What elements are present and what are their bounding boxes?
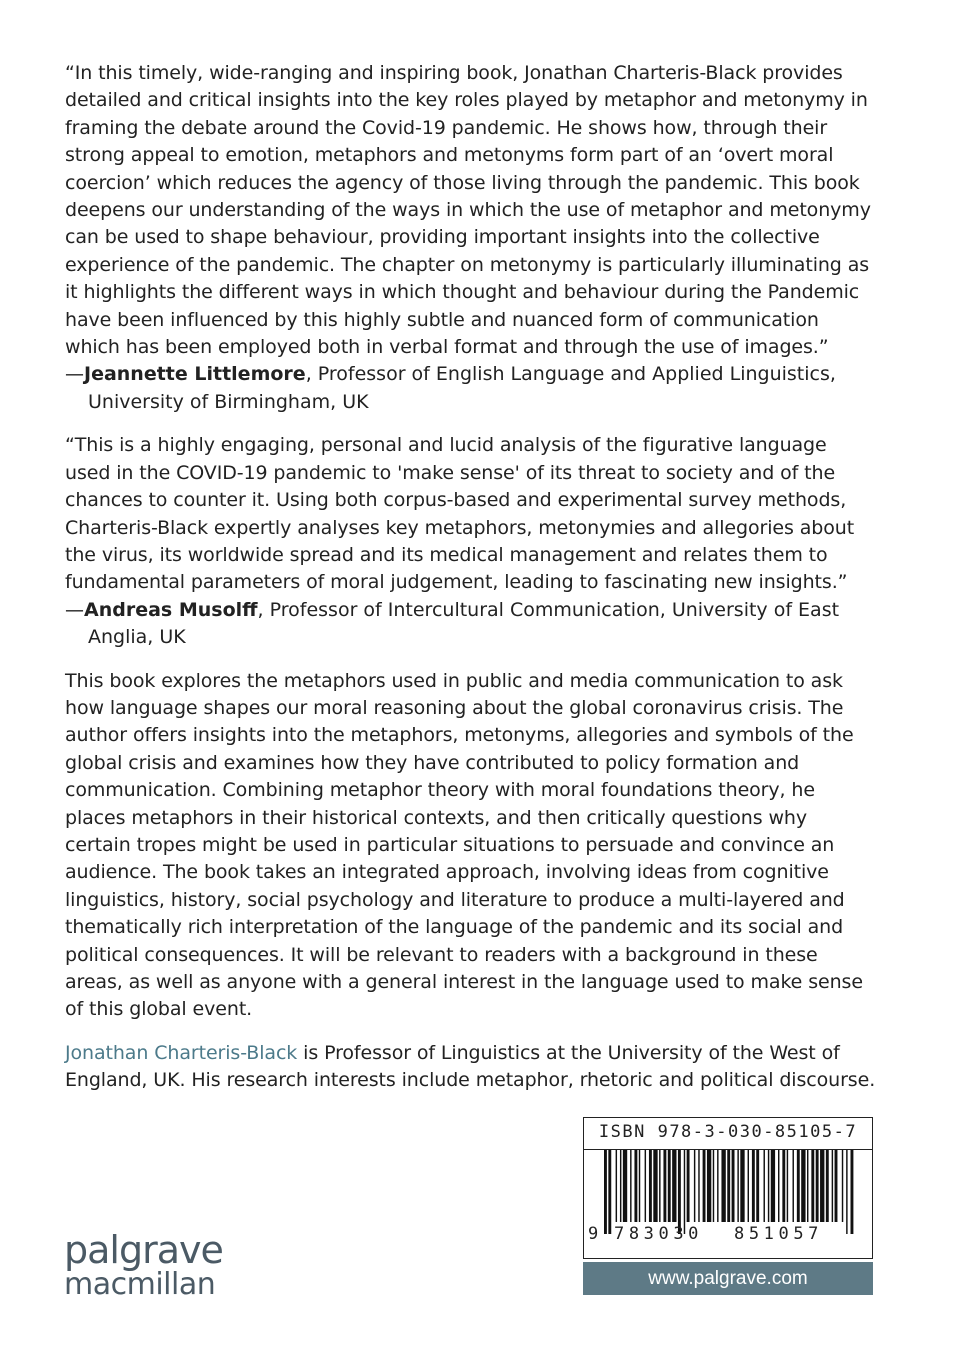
barcode-bar xyxy=(846,1150,847,1234)
website-url: www.palgrave.com xyxy=(648,1268,808,1289)
barcode-bar xyxy=(756,1150,759,1222)
barcode-bar xyxy=(717,1150,718,1222)
barcode-bar xyxy=(672,1150,676,1222)
barcode-bar xyxy=(820,1150,824,1222)
barcode-bar xyxy=(768,1150,769,1222)
barcode-bar xyxy=(687,1150,690,1222)
barcode-bar xyxy=(713,1150,714,1222)
barcode-bar xyxy=(721,1150,725,1222)
review-quote-1: “In this timely, wide-ranging and inspiring book, Jonathan Charteris-Black provides detailed and critical insights into the key roles played by metaphor and metonymy in framing the debate around the Covid-19 pandemic. He shows how, through their strong appeal to emotion, metaphors and metonyms form part of an ‘overt moral coercion’ which reduces the agency of those living through the pandemic. This book deepens our understanding of the ways in which the use of metaphor and metonymy can be used to shape behaviour, providing important insights into the collective experience of the pandemic. The chapter on metonymy is particularly illuminating as it highlights the different ways in which thought and behaviour during the Pandemic have been influenced by this highly subtle and nuanced form of communication which has been employed both in verbal format and through the use of images.” xyxy=(65,62,871,359)
barcode-bar xyxy=(645,1150,646,1222)
isbn-barcode xyxy=(583,1117,873,1259)
barcode-bar xyxy=(623,1150,627,1222)
review-attribution-2 xyxy=(65,597,877,652)
barcode-bar xyxy=(851,1150,854,1234)
barcode-bar xyxy=(678,1150,681,1234)
barcode-bar xyxy=(604,1150,607,1234)
barcode-bar xyxy=(787,1150,788,1222)
barcode-bar xyxy=(782,1150,785,1222)
barcode-bar xyxy=(826,1150,829,1222)
barcode-bar xyxy=(797,1150,800,1222)
barcode-bar xyxy=(771,1150,775,1222)
attribution-dash: — xyxy=(65,363,84,386)
barcode-bar xyxy=(684,1150,685,1234)
barcode-bar xyxy=(737,1150,738,1222)
barcode-bar xyxy=(764,1150,765,1222)
barcode-bar xyxy=(707,1150,711,1222)
barcode-bar xyxy=(835,1150,838,1222)
ean-first-digit: 9 xyxy=(588,1224,599,1244)
review-quote-2: “This is a highly engaging, personal and lucid analysis of the figurative language used in the COVID-19 pandemic to 'make sense' of its threat to society and of the chances to counter it. Using both corpus-based and experimental survey methods, Charteris-Black expertly analyses key metaphors, metonymies and allegories about the virus, its worldwide spread and its medical management and relates them to fundamental parameters of moral judgement, leading to fascinating new insights.” xyxy=(65,434,855,594)
book-blurb: This book explores the metaphors used in public and media communication to ask how language shapes our moral reasoning about the global coronavirus crisis. The author offers insights into the metaphors, metonyms, allegories and symbols of the global crisis and examines how they have contributed to policy formation and communication. Combining metaphor theory with moral foundations theory, he places metaphors in their historical contexts, and then critically questions why certain tropes might be used in particular situations to persuade and convince an audience. The book takes an integrated approach, involving ideas from cognitive linguistics, history, social psychology and literature to produce a multi-layered and thematically rich interpretation of the language of the pandemic and its social and political consequences. It will be relevant to readers with a background in these areas, as well as anyone with a general interest in the language used to make sense of this global event. xyxy=(65,669,863,1021)
back-cover-text xyxy=(65,60,877,1095)
barcode-bar xyxy=(694,1150,695,1222)
barcode-bar xyxy=(807,1150,808,1222)
review-attribution-1 xyxy=(65,361,877,416)
reviewer-name-1: Jeannette Littlemore xyxy=(84,363,306,386)
barcode-bar xyxy=(698,1150,699,1222)
barcode-bar xyxy=(649,1150,652,1222)
barcode-bar xyxy=(752,1150,755,1222)
barcode-bar xyxy=(668,1150,671,1222)
barcode-bar xyxy=(659,1150,660,1222)
website-bar xyxy=(583,1262,873,1295)
publisher-logo xyxy=(64,1228,223,1302)
barcode-bar xyxy=(653,1150,657,1222)
barcode-bar xyxy=(801,1150,805,1222)
author-bio-text: is Professor of Linguistics at the University of the West of England, UK. His research interests include metaphor, rhetoric and political discourse. xyxy=(65,1041,876,1092)
author-name: Jonathan Charteris-Black xyxy=(65,1041,298,1064)
barcode-bar xyxy=(832,1150,833,1222)
reviewer-name-2: Andreas Musolff xyxy=(84,598,258,621)
barcode-bar xyxy=(620,1150,621,1222)
author-bio xyxy=(65,1040,877,1095)
reviewer-affiliation-1: , Professor of English Language and Applied Linguistics, University of Birmingham, UK xyxy=(88,363,836,413)
ean-left-digits: 783030 xyxy=(614,1224,704,1244)
isbn-label: ISBN 978-3-030-85105-7 xyxy=(598,1122,858,1142)
barcode-bar xyxy=(663,1150,666,1222)
barcode-bar xyxy=(778,1150,779,1222)
barcode-bars xyxy=(604,1150,854,1234)
ean-digits xyxy=(584,1224,872,1246)
barcode-bar xyxy=(634,1150,637,1222)
barcode-bar xyxy=(608,1150,611,1234)
barcode-bar xyxy=(816,1150,819,1222)
barcode-bar xyxy=(748,1150,749,1222)
publisher-logo-line1: palgrave xyxy=(64,1228,223,1272)
barcode-bar xyxy=(732,1150,735,1222)
publisher-logo-line2: macmillan xyxy=(64,1267,216,1302)
barcode-bar xyxy=(842,1150,843,1222)
barcode-bar xyxy=(793,1150,794,1222)
barcode-bar xyxy=(727,1150,730,1222)
reviewer-affiliation-2: , Professor of Intercultural Communication, University of East Anglia, UK xyxy=(88,598,840,649)
barcode-bar xyxy=(703,1150,706,1222)
barcode-bar xyxy=(616,1150,617,1222)
barcode-bar xyxy=(740,1150,744,1222)
ean-right-digits: 851057 xyxy=(734,1224,824,1244)
barcode-bar xyxy=(630,1150,631,1222)
attribution-dash: — xyxy=(65,598,84,621)
barcode-bar xyxy=(639,1150,640,1222)
barcode-bar xyxy=(811,1150,814,1222)
